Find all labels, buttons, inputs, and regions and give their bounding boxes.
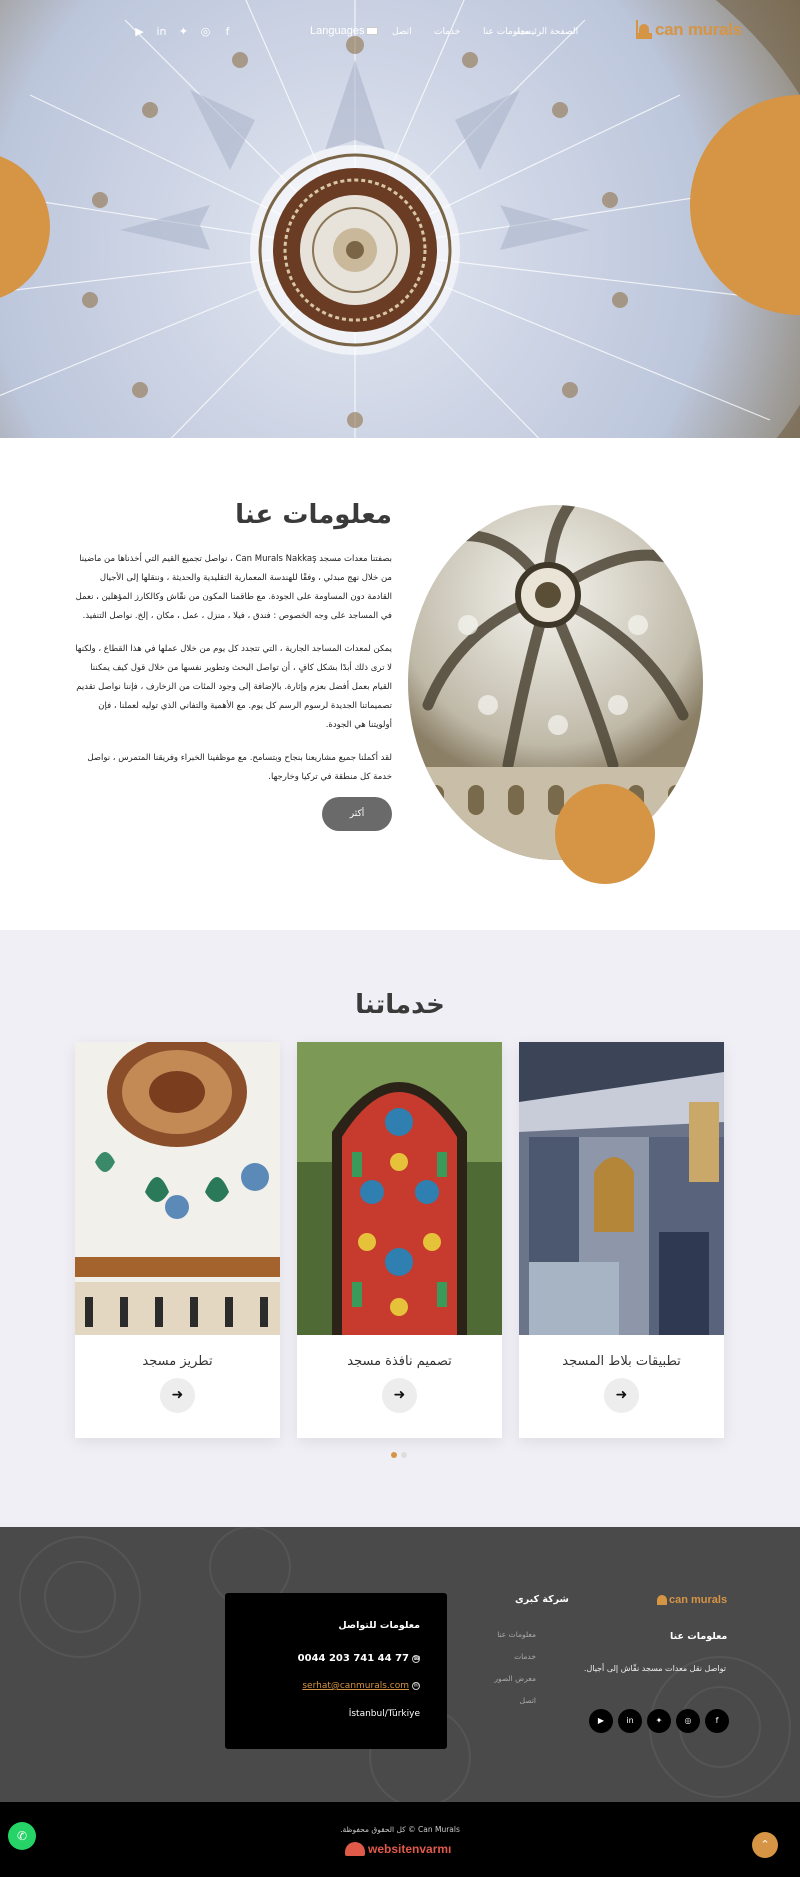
nav-link-home[interactable]: الصفحة الرئيسية [516,27,579,37]
credit-brand-icon [345,1842,365,1856]
email-row[interactable] [302,1681,420,1691]
twitter-icon[interactable]: ✦ [178,25,189,38]
footer-link-contact[interactable]: اتصل [519,1696,536,1705]
mail-icon: ✉ [413,1682,419,1689]
credit-brand[interactable] [345,1842,451,1856]
linkedin-icon[interactable]: in [156,25,167,38]
service-image-embroidery [75,1042,280,1335]
phone-icon: ☎ [413,1654,421,1662]
contact-info-box [225,1593,447,1749]
scroll-to-top-icon[interactable]: ⌃ [752,1832,778,1858]
service-image-tiles [519,1042,724,1335]
copyright-text: Can Murals © كل الحقوق محفوظة. [340,1825,460,1834]
arrow-right-icon[interactable]: ➜ [604,1378,639,1413]
linkedin-icon[interactable]: in [618,1709,642,1733]
arrow-right-icon[interactable]: ➜ [382,1378,417,1413]
service-card-tiles[interactable] [519,1042,724,1438]
footer-link-services[interactable]: خدمات [514,1652,536,1661]
services-title: خدماتنا [355,990,445,1020]
logo-text: can murals [655,20,742,39]
footer-link-gallery[interactable]: معرض الصور [494,1674,536,1683]
service-title-window: تصميم نافذة مسجد [347,1354,452,1369]
whatsapp-icon[interactable]: ✆ [8,1822,36,1850]
nav-link-contact[interactable]: اتصل [392,27,412,37]
more-button[interactable]: أكثر [322,797,392,831]
service-title-embroidery: تطريز مسجد [142,1354,213,1369]
phone-row[interactable] [298,1653,420,1664]
header-social-links [133,25,234,38]
twitter-icon[interactable]: ✦ [647,1709,671,1733]
location-row [349,1709,420,1719]
service-card-window[interactable] [297,1042,502,1438]
service-card-embroidery[interactable] [75,1042,280,1438]
footer-bottom-bar [0,1802,800,1877]
languages-label: Languages [310,25,365,37]
phone-number: 0044 203 741 44 77 [297,1653,409,1664]
mosque-logo-icon [657,1595,667,1605]
youtube-icon[interactable]: ▶ [135,25,144,38]
carousel-dot-2[interactable] [401,1452,407,1458]
youtube-icon[interactable]: ▶ [589,1709,613,1733]
arrow-right-icon[interactable]: ➜ [160,1378,195,1413]
about-paragraph-1: بصفتنا معدات مسجد Can Murals Nakkaş ، نواصل تجميع القيم التي أخذناها من ماضينا من خلال نهج مبدئي ، وفقًا للهندسة المعمارية التقليدية والحديثة ، وننقلها إلى الأجيال القادمة دون المساومة على الجودة. مع طاقمنا المكون من نقّاش وكالكارز المؤهلين ، نعمل في المساجد على وجه الخصوص : فندق ، فيلا ، منزل ، عمل ، مكان ، إلخ. نواصل التنفيذ. [75,554,392,621]
footer-social-links [589,1709,729,1733]
email-link[interactable]: serhat@canmurals.com [302,1681,409,1691]
carousel-dots [391,1452,407,1458]
footer-link-about[interactable]: معلومات عنا [497,1630,536,1639]
about-dome-image [408,505,703,860]
about-paragraph-3: لقد أكملنا جميع مشاريعنا بنجاح وبتسامح. مع موظفينا الخبراء وفريقنا المتمرس ، نواصل خدمة كل منطقة في تركيا وخارجها. [87,753,392,782]
location-text: İstanbul/Türkiye [348,1709,420,1719]
services-section [0,930,800,1527]
company-title: شركة كبرى [515,1594,569,1605]
footer-logo[interactable] [657,1594,727,1606]
facebook-icon[interactable]: f [705,1709,729,1733]
instagram-icon[interactable]: ◎ [676,1709,700,1733]
hero-banner [0,0,800,438]
dome-ceiling-image [0,0,800,438]
nav-link-services[interactable]: خدمات [434,27,461,37]
facebook-icon[interactable]: f [225,25,230,38]
site-logo[interactable] [636,20,742,40]
service-image-window [297,1042,502,1335]
footer-about-title: معلومات عنا [670,1631,728,1642]
flag-icon [366,27,378,35]
decor-circle-about [555,784,655,884]
contact-title: معلومات للتواصل [338,1620,420,1631]
mosque-logo-icon [636,20,652,40]
about-title: معلومات عنا [235,500,392,530]
footer-about-text: تواصل نقل معدات مسجد نقّاش إلى أجيال. [583,1664,726,1673]
footer-logo-text: can murals [669,1594,728,1606]
about-paragraph-2: يمكن لمعدات المساجد الجارية ، التي تتجدد كل يوم من خلال عملها في هذا القطاع ، ولكنها لا ترى ذلك أبدًا بشكل كافٍ ، أن تواصل البحث وتطوير نفسها من خلال قول كيف يمكننا القيام بعمل أفضل بعزم وإثارة. بالإضافة إلى وجود المئات من الزخارف ، فإننا نواصل تقديم تصميماتنا الجديدة لرسوم الرسم كل يوم. مع الأهمية والتفاني الذي توليه لعملنا ، فإن أولويتنا هي الجودة. [75,644,392,730]
service-title-tiles: تطبيقات بلاط المسجد [562,1354,681,1369]
language-selector[interactable] [310,25,378,37]
nav-link-about[interactable]: معلومات عنا [483,27,530,37]
carousel-dot-1[interactable] [391,1452,397,1458]
instagram-icon[interactable]: ◎ [200,25,211,38]
credit-brand-text: websitenvarmı [368,1842,452,1856]
